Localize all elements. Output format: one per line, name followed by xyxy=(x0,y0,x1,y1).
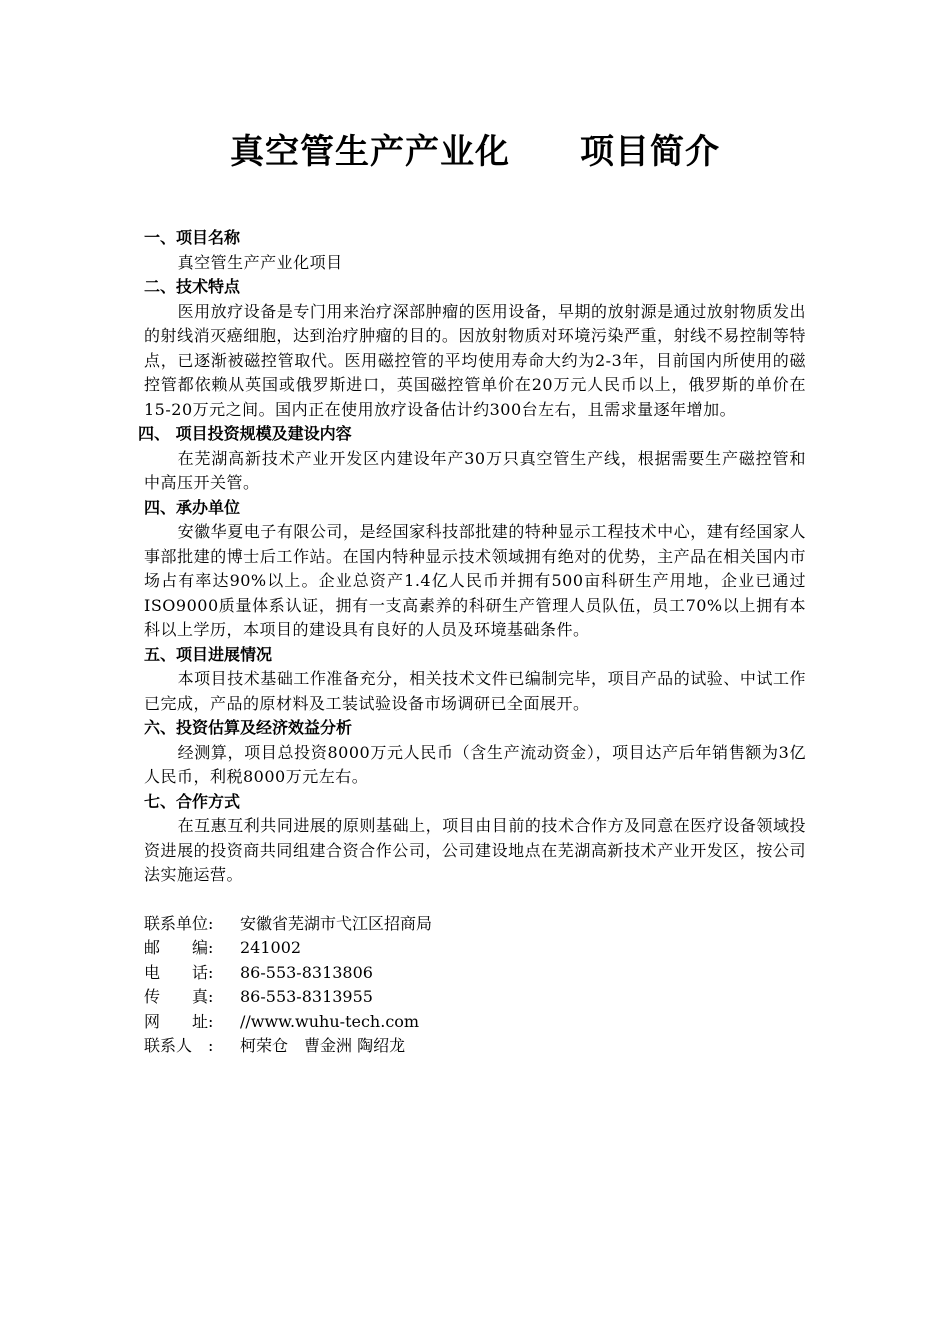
contact-row-phone xyxy=(144,961,806,986)
section-paragraph: 在互惠互利共同进展的原则基础上，项目由目前的技术合作方及同意在医疗设备领域投资进展的投资商共同组建合资合作公司，公司建设地点在芜湖高新技术产业开发区，按公司法实施运营。 xyxy=(144,816,806,884)
section-heading-progress: 五、项目进展情况 xyxy=(144,644,273,664)
contact-value: 241002 xyxy=(240,938,302,957)
section-heading-investment-estimate: 六、投资估算及经济效益分析 xyxy=(144,718,353,737)
contact-row-unit xyxy=(144,912,806,937)
section-heading-project-name: 一、项目名称 xyxy=(144,228,241,247)
section-paragraph: 经测算，项目总投资8000万元人民币（含生产流动资金），项目达产后年销售额为3亿人民币，利税8000万元左右。 xyxy=(144,742,806,786)
section-paragraph: 医用放疗设备是专门用来治疗深部肿瘤的医用设备，早期的放射源是通过放射物质发出的射线消灭癌细胞，达到治疗肿瘤的目的。因放射物质对环境污染严重，射线不易控制等特点，已逐渐被磁控管取代。医用磁控管的平均使用寿命大约为2-3年，目前国内所使用的磁控管都依赖从英国或俄罗斯进口，英国磁控管单价在20万元人民币以上，俄罗斯的单价在15-20万元之间。国内正在使用放疗设备估计约300台左右，且需求量逐年增加。 xyxy=(144,301,806,419)
contact-row-persons xyxy=(144,1034,806,1059)
contact-label: 联系单位: xyxy=(144,913,214,933)
contact-row-postcode xyxy=(144,936,806,961)
contact-row-fax xyxy=(144,985,806,1010)
section-heading-tech-features: 二、技术特点 xyxy=(144,277,241,296)
document-body xyxy=(138,226,806,1059)
contact-value: 柯荣仓 曹金洲 陶绍龙 xyxy=(240,1036,406,1055)
section-paragraph: 在芜湖高新技术产业开发区内建设年产30万只真空管生产线，根据需要生产磁控管和中高压开关管。 xyxy=(144,448,806,492)
contact-row-website xyxy=(144,1010,806,1035)
website-link[interactable]: //www.wuhu-tech.com xyxy=(240,1011,420,1031)
contact-label: 邮 编: xyxy=(144,938,214,957)
page-title: 真空管生产产业化 项目简介 xyxy=(230,132,720,172)
section-paragraph: 本项目技术基础工作准备充分，相关技术文件已编制完毕，项目产品的试验、中试工作已完成，产品的原材料及工装试验设备市场调研已全面展开。 xyxy=(144,669,806,713)
section-heading-cooperation: 七、合作方式 xyxy=(144,791,241,811)
contact-label: 联系人 : xyxy=(144,1036,214,1055)
section-paragraph: 安徽华夏电子有限公司，是经国家科技部批建的特种显示工程技术中心，建有经国家人事部批建的博士后工作站。在国内特种显示技术领域拥有绝对的优势，主产品在相关国内市场占有率达90%以上。企业总资产1.4亿人民币并拥有500亩科研生产用地，企业已通过ISO9000质量体系认证，拥有一支高素养的科研生产管理人员队伍，员工70%以上拥有本科以上学历，本项目的建设具有良好的人员及环境基础条件。 xyxy=(144,522,806,639)
contact-value: 86-553-8313955 xyxy=(240,987,373,1006)
contact-label: 电 话: xyxy=(144,962,214,982)
contact-label: 网 址: xyxy=(144,1011,214,1031)
contact-block xyxy=(144,912,806,1059)
contact-label: 传 真: xyxy=(144,987,214,1006)
contact-value: 86-553-8313806 xyxy=(240,962,373,982)
section-heading-investment-scale: 四、 项目投资规模及建设内容 xyxy=(138,424,352,443)
section-heading-undertaking-unit: 四、承办单位 xyxy=(144,497,241,517)
contact-value: 安徽省芜湖市弋江区招商局 xyxy=(240,913,433,933)
section-paragraph: 真空管生产产业化项目 xyxy=(177,252,343,272)
